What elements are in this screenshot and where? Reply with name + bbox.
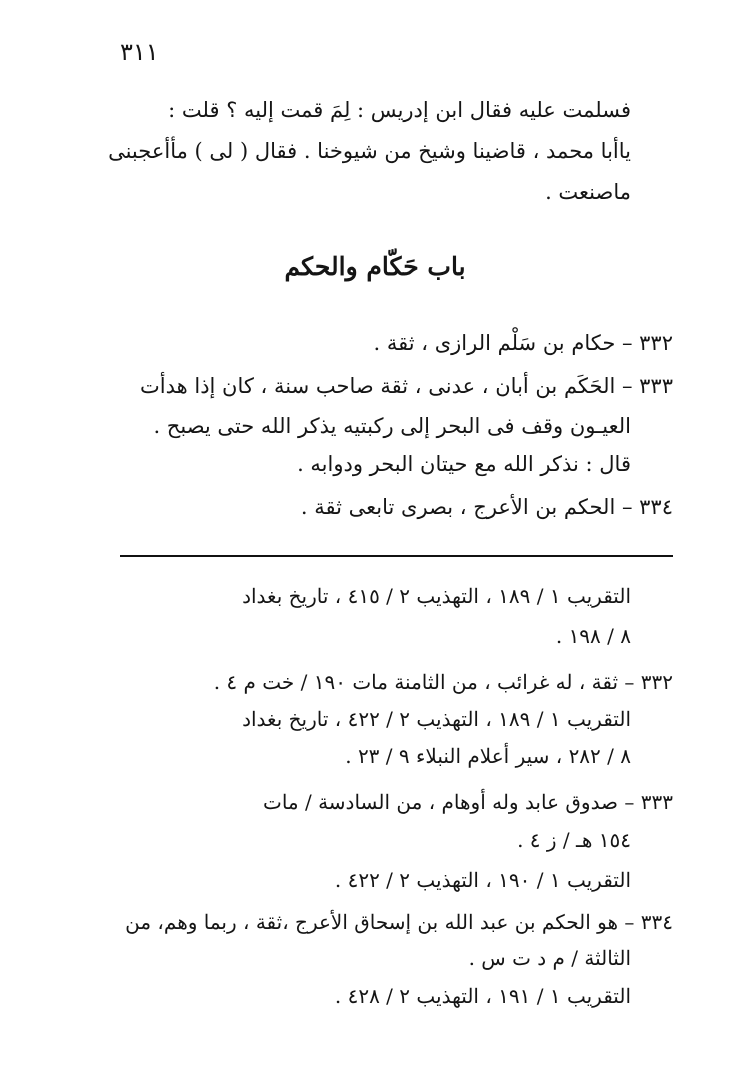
entry-line: قال : نذكر الله مع حيتان البحر ودوابه . [297, 452, 631, 476]
footnote-line: الثالثة / م د ت س . [468, 946, 631, 970]
entry-line: العيـون وقف فى البحر إلى ركبتيه يذكر الله حتى يصبح . [153, 414, 631, 438]
section-title: باب حَكّام والحكم [284, 252, 466, 281]
entry-line: ٣٣٣ – الحَكَم بن أبان ، عدنى ، ثقة صاحب سنة ، كان إذا هدأت [139, 374, 673, 398]
footnote-line: ٣٣٣ – صدوق عابد وله أوهام ، من السادسة / مات [262, 790, 673, 814]
footnote-line: ١٥٤ هـ / ز ٤ . [517, 828, 631, 852]
footnote-line: التقريب ١ / ١٨٩ ، التهذيب ٢ / ٤٢٢ ، تاريخ بغداد [242, 707, 631, 731]
footnote-line: التقريب ١ / ١٨٩ ، التهذيب ٢ / ٤١٥ ، تاريخ بغداد [242, 584, 631, 608]
footnote-line: التقريب ١ / ١٩١ ، التهذيب ٢ / ٤٢٨ . [334, 984, 631, 1008]
footnote-line: ٣٣٤ – هو الحكم بن عبد الله بن إسحاق الأعرج ،ثقة ، ربما وهم، من [125, 910, 673, 934]
page-number: ٣١١ [120, 38, 159, 66]
footnote-line: ٨ / ٢٨٢ ، سير أعلام النبلاء ٩ / ٢٣ . [345, 744, 631, 768]
intro-line: ياأبا محمد ، قاضينا وشيخ من شيوخنا . فقال ( لى ) مأأعجبنى [108, 139, 631, 163]
footnote-line: ٨ / ١٩٨ . [555, 624, 631, 648]
entry-line: ٣٣٤ – الحكم بن الأعرج ، بصرى تابعى ثقة . [300, 495, 673, 519]
intro-line: فسلمت عليه فقال ابن إدريس : لِمَ قمت إليه ؟ قلت : [168, 98, 631, 122]
footnote-line: التقريب ١ / ١٩٠ ، التهذيب ٢ / ٤٢٢ . [334, 868, 631, 892]
entry-line: ٣٣٢ – حكام بن سَلْم الرازى ، ثقة . [373, 331, 673, 355]
intro-line: ماصنعت . [545, 180, 631, 204]
footnote-line: ٣٣٢ – ثقة ، له غرائب ، من الثامنة مات ١٩٠ / خت م ٤ . [213, 670, 673, 694]
footnote-divider [120, 555, 673, 557]
